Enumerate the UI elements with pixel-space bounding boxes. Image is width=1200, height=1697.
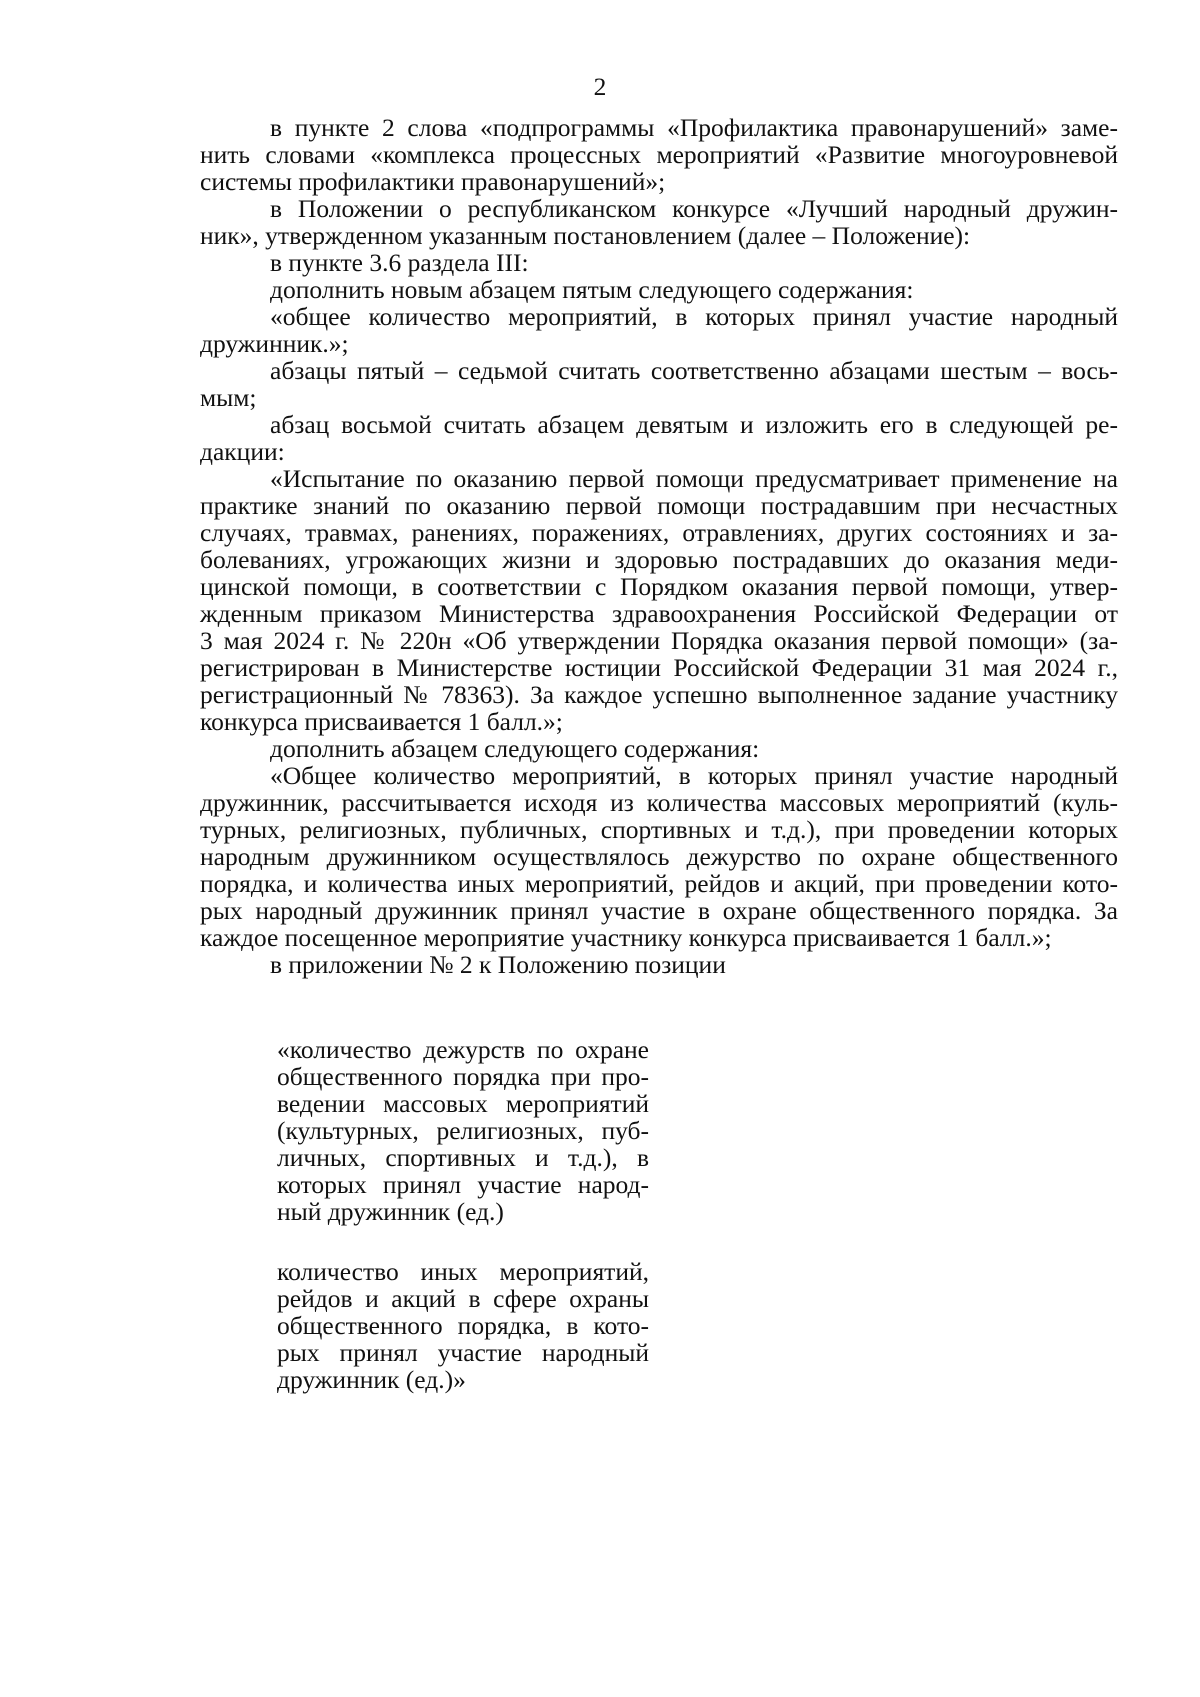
paragraph-line: цинской помощи, в соответствии с Порядком оказания первой помощи, утвер- [200,572,1118,601]
paragraph-line: каждое посещенное мероприятие участнику конкурса присваивается 1 балл.»; [200,923,1052,952]
cell-line: количество иных мероприятий, [277,1257,649,1286]
paragraph-line: абзацы пятый – седьмой считать соответственно абзацами шестым – вось- [270,356,1118,385]
cell-line: «количество дежурств по охране [277,1035,649,1064]
paragraph-line: случаях, травмах, ранениях, поражениях, отравлениях, других состояниях и за- [200,518,1118,547]
paragraph-line: жденным приказом Министерства здравоохранения Российской Федерации от [200,599,1118,628]
paragraph-line: рых народный дружинник принял участие в охране общественного порядка. За [200,896,1118,925]
paragraph-line: регистрирован в Министерстве юстиции Российской Федерации 31 мая 2024 г., [200,653,1118,682]
paragraph-line: в пункте 3.6 раздела III: [270,248,529,277]
cell-line: общественного порядка, в кото- [277,1311,649,1340]
paragraph-line: в Положении о республиканском конкурсе «Лучший народный дружин- [270,194,1118,223]
paragraph-line: 3 мая 2024 г. № 220н «Об утверждении Порядка оказания первой помощи» (за- [200,626,1118,655]
paragraph-line: системы профилактики правонарушений»; [200,167,666,196]
paragraph-line: в приложении № 2 к Положению позиции [270,950,726,979]
cell-line: дружинник (ед.)» [277,1365,466,1394]
paragraph-line: порядка, и количества иных мероприятий, рейдов и акций, при проведении кото- [200,869,1118,898]
paragraph-line: регистрационный № 78363). За каждое успешно выполненное задание участнику [200,680,1118,709]
cell-line: рых принял участие народный [277,1338,649,1367]
cell-line: (культурных, религиозных, пуб- [277,1116,649,1145]
paragraph-line: мым; [200,383,257,412]
cell-line: общественного порядка при про- [277,1062,649,1091]
paragraph-line: дружинник, рассчитывается исходя из количества массовых мероприятий (куль- [200,788,1118,817]
paragraph-line: практике знаний по оказанию первой помощи пострадавшим при несчастных [200,491,1118,520]
paragraph-line: «общее количество мероприятий, в которых принял участие народный [270,302,1118,331]
paragraph-line: турных, религиозных, публичных, спортивных и т.д.), при проведении которых [200,815,1118,844]
paragraph-line: народным дружинником осуществлялось дежурство по охране общественного [200,842,1118,871]
paragraph-line: болеваниях, угрожающих жизни и здоровью пострадавших до оказания меди- [200,545,1118,574]
paragraph-line: дополнить новым абзацем пятым следующего содержания: [270,275,914,304]
paragraph-line: абзац восьмой считать абзацем девятым и изложить его в следующей ре- [270,410,1118,439]
paragraph-line: дополнить абзацем следующего содержания: [270,734,760,763]
paragraph-line: дакции: [200,437,285,466]
cell-line: которых принял участие народ- [277,1170,649,1199]
paragraph-line: «Общее количество мероприятий, в которых принял участие народный [270,761,1118,790]
cell-line: ведении массовых мероприятий [277,1089,649,1118]
paragraph-line: дружинник.»; [200,329,349,358]
paragraph-line: «Испытание по оказанию первой помощи предусматривает применение на [270,464,1118,493]
cell-line: личных, спортивных и т.д.), в [277,1143,649,1172]
paragraph-line: нить словами «комплекса процессных мероприятий «Развитие многоуровневой [200,140,1118,169]
paragraph-line: ник», утвержденном указанным постановлением (далее – Положение): [200,221,971,250]
paragraph-line: в пункте 2 слова «подпрограммы «Профилактика правонарушений» заме- [270,113,1118,142]
paragraph-line: конкурса присваивается 1 балл.»; [200,707,563,736]
cell-line: ный дружинник (ед.) [277,1197,504,1226]
cell-line: рейдов и акций в сфере охраны [277,1284,649,1313]
page-number: 2 [593,72,607,101]
